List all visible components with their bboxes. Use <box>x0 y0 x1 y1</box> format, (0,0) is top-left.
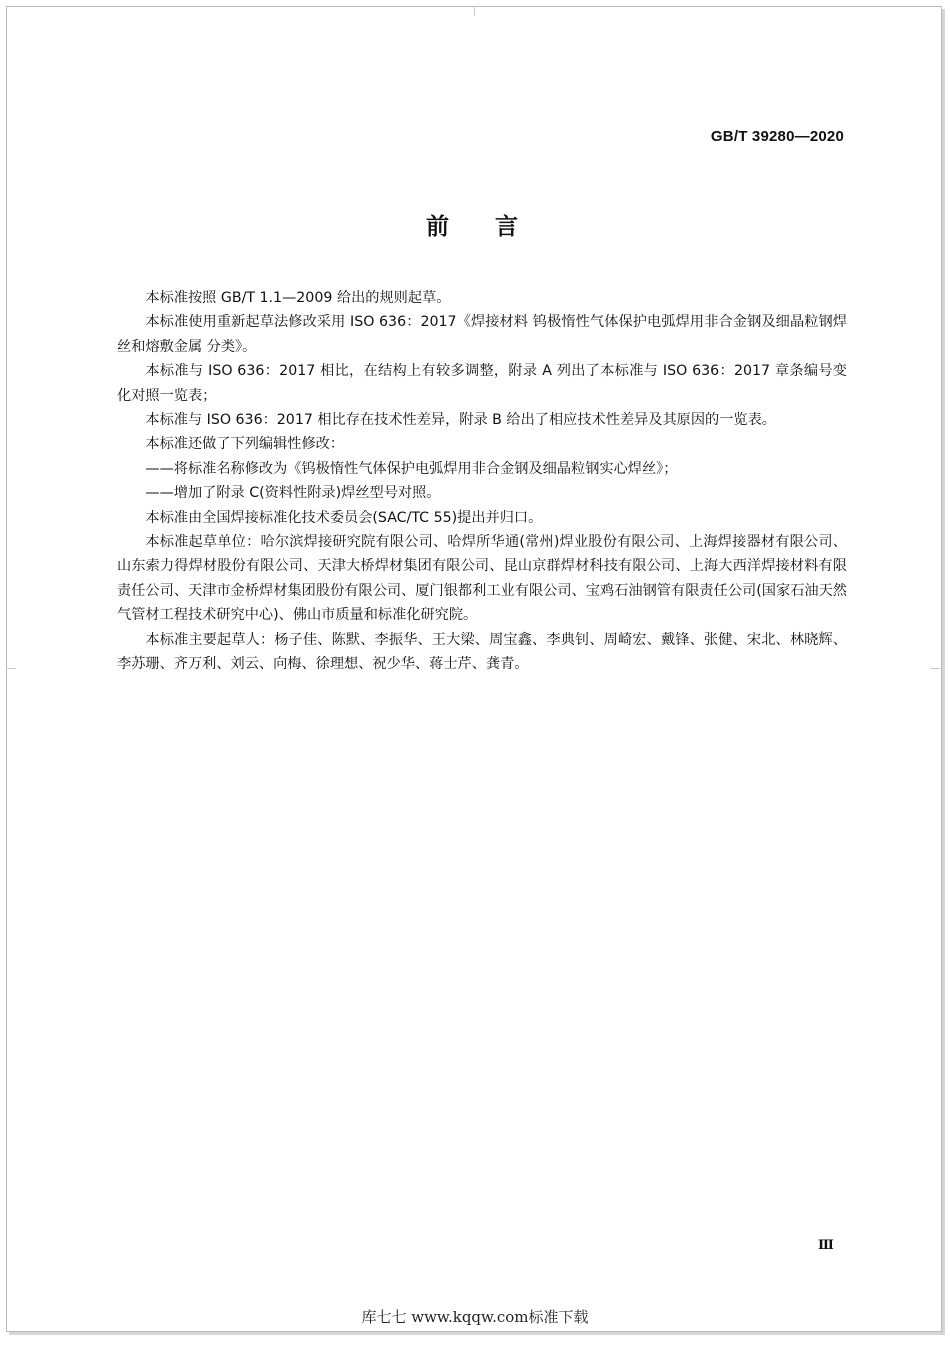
paragraph-proposer: 本标准由全国焊接标准化技术委员会(SAC/TC 55)提出并归口。 <box>145 509 543 526</box>
paragraph-drafters: 本标准主要起草人：杨子佳、陈默、李振华、王大梁、周宝鑫、李典钊、周崎宏、戴锋、张健、宋北、林晓辉、李苏珊、齐万利、刘云、向梅、徐理想、祝少华、蒋士芹、龚青。 <box>117 631 847 673</box>
crop-mark-top <box>474 6 475 16</box>
crop-mark-right <box>930 668 940 669</box>
paragraph-adoption: 本标准使用重新起草法修改采用 ISO 636：2017《焊接材料 钨极惰性气体保护电弧焊用非合金钢及细晶粒钢焊丝和熔敷金属 分类》。 <box>117 314 847 355</box>
list-item-rename: ——将标准名称修改为《钨极惰性气体保护电弧焊用非合金钢及细晶粒钢实心焊丝》； <box>145 460 678 477</box>
list-item-annex-c: ——增加了附录 C(资料性附录)焊丝型号对照。 <box>145 485 441 502</box>
page-number: Ⅲ <box>818 1238 834 1253</box>
crop-mark-left <box>6 668 16 669</box>
paragraph-drafting-rules: 本标准按照 GB/T 1.1—2009 给出的规则起草。 <box>145 290 451 306</box>
standard-number: GB/T 39280—2020 <box>710 128 844 145</box>
paragraph-technical-differences: 本标准与 ISO 636：2017 相比存在技术性差异，附录 B 给出了相应技术性差异及其原因的一览表。 <box>145 412 776 429</box>
preface-body <box>117 286 847 677</box>
page-title: 前言 <box>426 214 564 240</box>
paragraph-structure-changes: 本标准与 ISO 636：2017 相比，在结构上有较多调整，附录 A 列出了本标准与 ISO 636：2017 章条编号变化对照一览表； <box>117 363 847 404</box>
footer-watermark: 库七七 www.kqqw.com标准下载 <box>361 1308 589 1326</box>
paragraph-editorial-changes: 本标准还做了下列编辑性修改： <box>145 436 345 453</box>
paragraph-drafting-units: 本标准起草单位：哈尔滨焊接研究院有限公司、哈焊所华通(常州)焊业股份有限公司、上海焊接器材有限公司、山东索力得焊材股份有限公司、天津大桥焊材集团有限公司、昆山京群焊材科技有限公司、上海大西洋焊接材料有限责任公司、天津市金桥焊材集团股份有限公司、厦门银都利工业有限公司、宝鸡石油钢管有限责任公司(国家石油天然气管材工程技术研究中心)、佛山市质量和标准化研究院。 <box>117 534 847 624</box>
